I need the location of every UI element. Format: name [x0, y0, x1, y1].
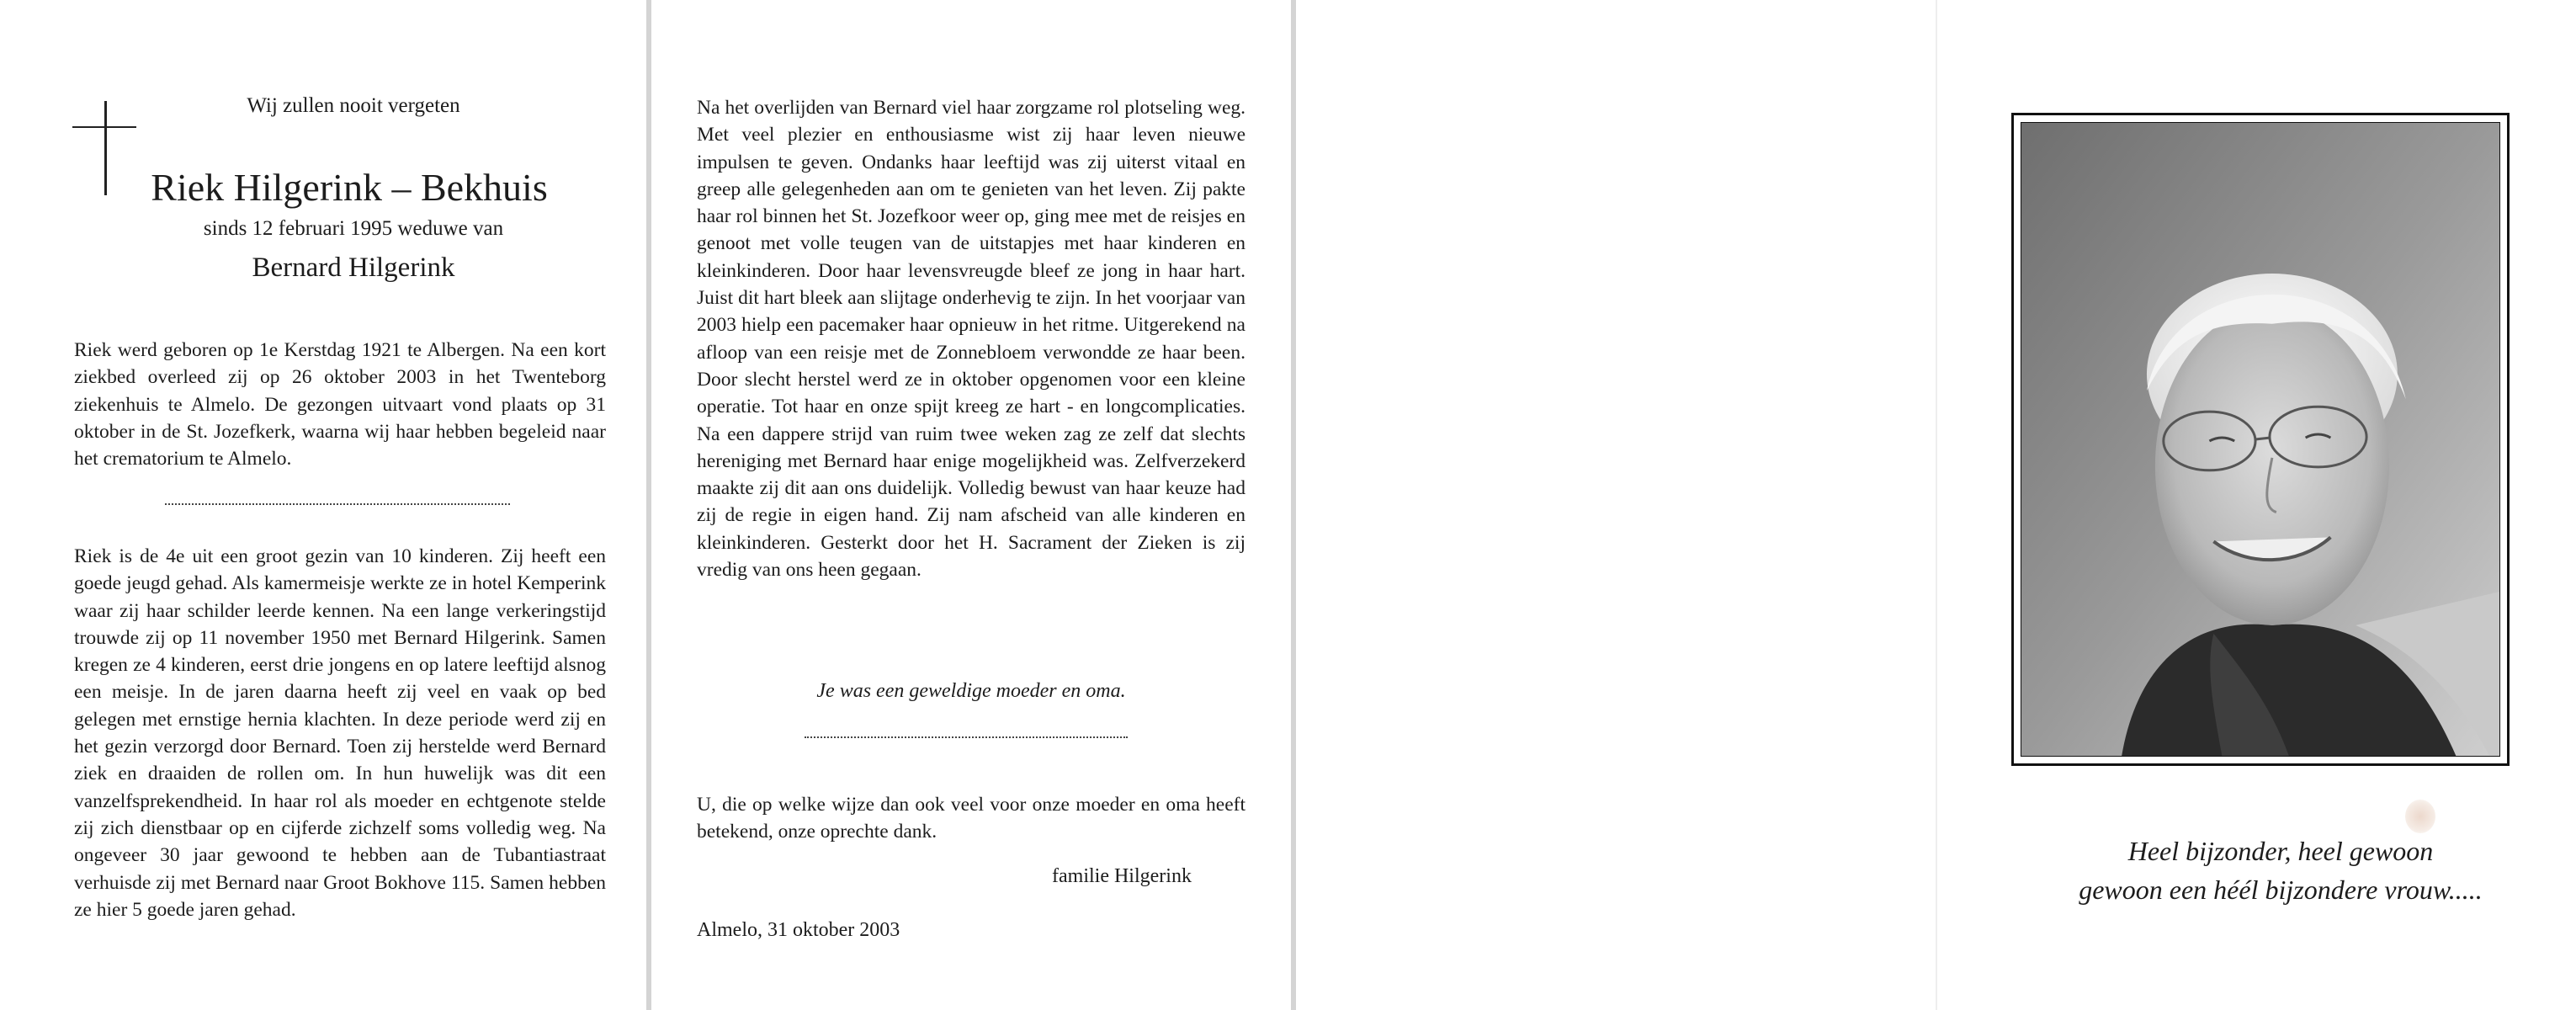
widow-since: sinds 12 februari 1995 weduwe van: [203, 217, 504, 240]
quote-line-1: Heel bijzonder, heel gewoon: [2127, 836, 2434, 866]
quote-line-2: gewoon een héél bijzondere vrouw.....: [2079, 874, 2483, 905]
thanks-paragraph: U, die op welke wijze dan ook veel voor onze moeder en oma heeft betekend, onze oprechte dank.: [697, 794, 1246, 843]
biography-paragraph-3: Na het overlijden van Bernard viel haar zorgzame rol plotseling weg. Met veel plezier en enthousiasme wist zij haar leven nieuwe impulsen te geven. Ondanks haar leeftijd was zij uiterst vitaal en greep alle gelegenheden aan om te genieten van het leven. Zij pakte haar rol binnen het St. Jozefkoor weer op, ging mee met de reisjes en genoot met volle teugen van de uitstapjes met haar kinderen en kleinkinderen. Door haar levensvreugde bleef ze jong in haar hart. Juist dit hart bleek aan slijtage onderhevig te zijn. In het voorjaar van 2003 hielp een pacemaker haar opnieuw in het ritme. Uitgerekend na afloop van een reisje met de Zonnebloem verwondde ze haar been. Door slecht herstel werd ze in oktober opgenomen voor een kleine operatie. Tot haar en onze spijt kreeg ze hart - en longcomplicaties. Na een dappere strijd van ruim twee weken zag ze zelf dat slechts hereniging met Bernard haar enige mogelijkheid was. Zelfverzekerd maakte zij dit aan ons duidelijk. Volledig bewust van haar keuze had zij de regie in eigen hand. Zij nam afscheid van alle kinderen en kleinkinderen. Gesterkt door het H. Sacrament der Zieken is zij vredig van ons heen gegaan.: [697, 97, 1246, 582]
place-date: Almelo, 31 oktober 2003: [697, 919, 900, 941]
portrait-photo: [2021, 122, 2500, 757]
biography-paragraph-2: Riek is de 4e uit een groot gezin van 10 kinderen. Zij heeft een goede jeugd gehad. Als kamermeisje werkte ze in hotel Kemperink waar zij haar schilder leerde kennen. Na een lange verkeringstijd trouwde zij op 11 november 1950 met Bernard Hilgerink. Samen kregen ze 4 kinderen, eerst drie jongens en op latere leeftijd alsnog een meisje. In de jaren daarna heeft zij veel en vaak op bed gelegen met ernstige hernia klachten. In deze periode werd zij en het gezin verzorgd door Bernard. Toen zij herstelde werd Bernard ziek en draaiden de rollen om. In hun huwelijk was dit een vanzelfsprekendheid. In haar rol als moeder en echtgenote stelde zij zich dienstbaar op en cijferde zichzelf soms volledig weg. Na ongeveer 30 jaar gewoond te hebben aan de Tubantiastraat verhuisde zij met Bernard naar Groot Bokhove 115. Samen hebben ze hier 5 goede jaren gehad.: [74, 545, 606, 921]
family-signature: familie Hilgerink: [1052, 865, 1192, 887]
spouse-name: Bernard Hilgerink: [252, 252, 455, 283]
fold-line: [1936, 0, 1937, 1010]
motto: Wij zullen nooit vergeten: [247, 94, 460, 117]
paper-stain: [2405, 800, 2435, 833]
quote: [2053, 832, 2508, 909]
closing-line: Je was een geweldige moeder en oma.: [816, 680, 1126, 702]
deceased-name: Riek Hilgerink – Bekhuis: [151, 166, 548, 209]
biography-paragraph-1: Riek werd geboren op 1e Kerstdag 1921 te Albergen. Na een kort ziekbed overleed zij op 26 oktober 2003 in het Twenteborg ziekenhuis te Almelo. De gezongen uitvaart vond plaats op 31 oktober in de St. Jozefkerk, waarna wij haar hebben begeleid naar het crematorium te Almelo.: [74, 339, 606, 470]
portrait-frame: [2011, 113, 2510, 766]
dotted-divider: [165, 503, 510, 505]
dotted-divider: [805, 736, 1128, 738]
